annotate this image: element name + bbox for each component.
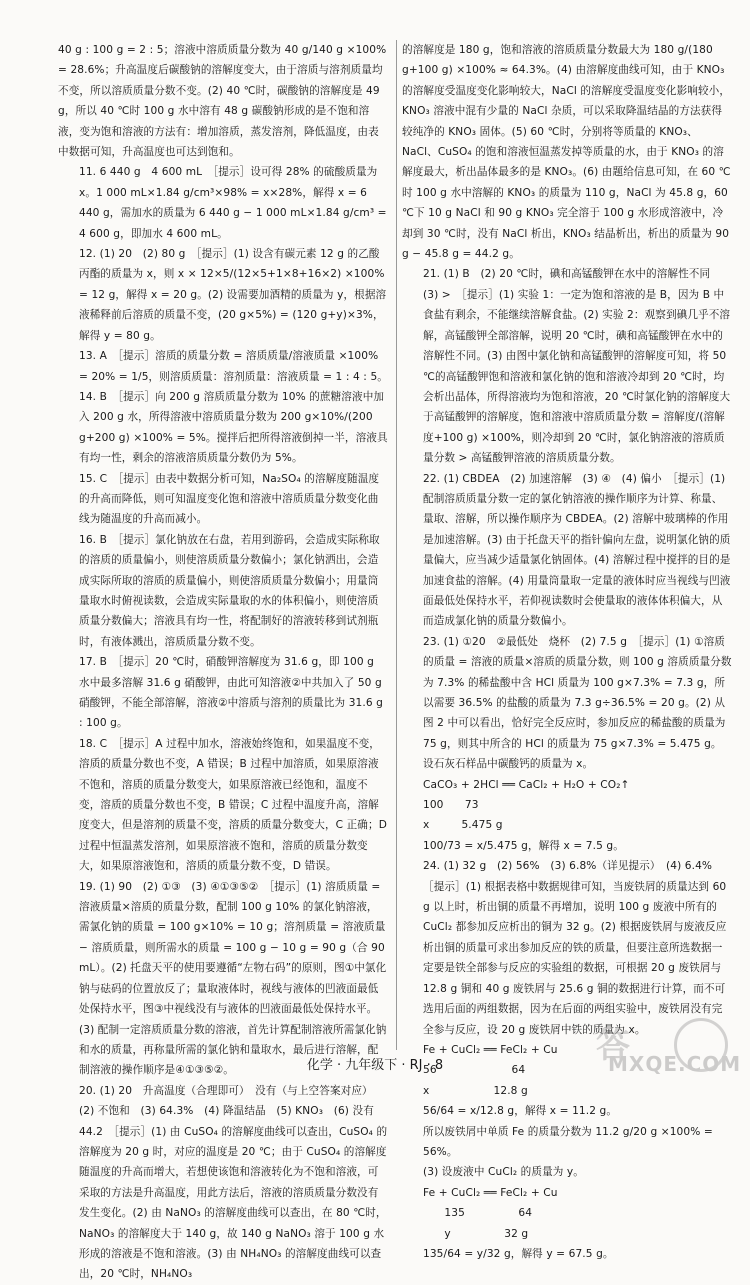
answer-11: 11. 6 440 g 4 600 mL ［提示］设可得 28% 的硫酸质量为 x。1 000 mL×1.84 g/cm³×98% = x×28%，解得 x = 6 440 g，需加水的质量为 6 440 g − 1 000 mL×1.84 g/cm³ = 4 600 g，即加水 4 600 mL。 [79,166,387,240]
answer-17: 17. B ［提示］20 ℃时，硝酸钾溶解度为 31.6 g，即 100 g 水中最多溶解 31.6 g 硝酸钾，由此可知溶液②中共加入了 50 g 硝酸钾，不能全部溶解，溶液②中溶质与溶剂的质量比为 31.6 g : 100 g。 [79,656,383,730]
answer-19: 19. (1) 90 (2) ①③ (3) ④①③⑤② ［提示］(1) 溶质质量 = 溶液质量×溶质的质量分数，配制 100 g 10% 的氯化钠溶液，需氯化钠的质量 = 100 g×10% = 10 g；溶剂质量 = 溶液质量 − 溶质质量，则所需水的质量 = 100 g − 10 g = 90 g（合 90 mL）。(2) 托盘天平的使用要遵循“左物右码”的原则，图①中氯化钠与砝码的位置放反了；量取液体时，视线与液体的凹液面最低处保持水平，图③中视线没有与液体的凹液面最低处保持水平。(3) 配制一定溶质质量分数的溶液，首先计算配制溶液所需氯化钠和水的质量，再称量所需的氯化钠和量取水，最后进行溶解，配制溶液的操作顺序是④①③⑤②。 [79,880,387,1077]
answer-20: 20. (1) 20 升高温度（合理即可） 没有（与上空答案对应） (2) 不饱和 (3) 64.3% (4) 降温结晶 (5) KNO₃ (6) 没有 44.2 ［提示］(1) 由 CuSO₄ 的溶解度曲线可以查出，CuSO₄ 的溶解度为 20 g 时，对应的温度是 20 ℃；由于 CuSO₄ 的溶解度随温度的升高而增大，若想使该饱和溶液转化为不饱和溶液，可采取的方法是升高温度，用此方法后，溶液的溶质质量分数没有发生变化。(2) 由 NaNO₃ 的溶解度曲线可以查出，在 80 ℃时，NaNO₃ 的溶解度大于 140 g，故 140 g NaNO₃ 溶于 100 g 水形成的溶液是不饱和溶液。(3) 由 NH₄NO₃ 的溶解度曲线可以查出，20 ℃时，NH₄NO₃ [79,1084,388,1281]
equation-fe-values: x 12.8 g [423,1084,528,1097]
watermark-glyph: 答 [596,1026,630,1066]
answer-14: 14. B ［提示］向 200 g 溶质质量分数为 10% 的蔗糖溶液中加入 200 g 水，所得溶液中溶质质量分数为 200 g×10%/(200 g+200 g) ×100% = 5%。搅拌后把所得溶液倒掉一半，溶液具有均一性，剩余的溶液溶质质量分数仍为 5%。 [79,390,388,465]
column-divider [396,40,397,1050]
answer-12: 12. (1) 20 (2) 80 g ［提示］(1) 设含有碳元素 12 g 的乙酸丙酯的质量为 x，则 x × 12×5/(12×5+1×8+16×2) ×100% = 12 g，解得 x = 20 g。(2) 设需要加酒精的质量为 y，根据溶液稀释前后溶质的质量不变，(20 g×5%) = (120 g+y)×3%，解得 y = 80 g。 [79,248,387,342]
equation-caco3: CaCO₃ + 2HCl ══ CaCl₂ + H₂O + CO₂↑ [423,778,630,791]
equation-fe-cucl2: Fe + CuCl₂ ══ FeCl₂ + Cu [423,1043,558,1056]
equation-cucl2-ratio: 135 64 [423,1207,533,1220]
equation-caco3-values: x 5.475 g [423,819,503,832]
answer-22: 22. (1) CBDEA (2) 加速溶解 (3) ④ (4) 偏小 ［提示］(1) 配制溶质质量分数一定的氯化钠溶液的操作顺序为计算、称量、量取、溶解，所以操作顺序为 CBDEA。(2) 溶解中玻璃棒的作用是加速溶解。(3) 由于托盘天平的指针偏向左盘，说明氯化钠的质量偏大，应当减少适量氯化钠固体。(4) 溶解过程中搅拌的目的是加速食盐的溶解。(4) 用量筒量取一定量的液体时应当视线与凹液面最低处保持水平，若仰视读数时会使量取的液体体积偏大，从而造成氯化钠的质量分数偏小。 [423,472,731,628]
left-column [58,40,388,1285]
watermark-text: MXQE.COM [608,1052,742,1076]
equation-caco3-ratio: 100 73 [423,799,479,812]
answer-10-continued: 40 g : 100 g = 2 : 5；溶液中溶质质量分数为 40 g/140 g ×100% = 28.6%；升高温度后碳酸钠的溶解度变大，由于溶质与溶剂质量均不变，所以溶质质量分数不变。(2) 40 ℃时，碳酸钠的溶解度是 49 g，所以 40 ℃时 100 g 水中溶有 48 g 碳酸钠形成的是不饱和溶液，变为饱和溶液的方法有：增加溶质，蒸发溶剂，降低温度，由表中数据可知，升高温度也可达到饱和。 [58,44,387,159]
equation-caco3-solve: 100/73 = x/5.475 g，解得 x = 7.5 g。 [423,839,624,852]
answer-23-setup: 设石灰石样品中碳酸钙的质量为 x。 [423,758,594,771]
answer-15: 15. C ［提示］由表中数据分析可知，Na₂SO₄ 的溶解度随温度的升高而降低，则可知温度变化饱和溶液中溶质质量分数变化曲线为随温度的升高而减小。 [79,472,380,526]
fe-fraction-result: 所以废铁屑中单质 Fe 的质量分数为 11.2 g/20 g ×100% = 56%。 [423,1125,713,1158]
page-footer: 化学 · 九年级下 · RJ · 8 [306,1058,444,1073]
answer-21: 21. (1) B (2) 20 ℃时，碘和高锰酸钾在水中的溶解性不同 (3) > ［提示］(1) 实验 1：一定为饱和溶液的是 B，因为 B 中食盐有剩余，不能继续溶解食盐。(2) 实验 2：观察到碘几乎不溶解，高锰酸钾全部溶解，说明 20 ℃时，碘和高锰酸钾在水中的溶解性不同。(3) 由图中氯化钠和高锰酸钾的溶解度可知，将 50 ℃的高锰酸钾饱和溶液和氯化钠的饱和溶液冷却到 20 ℃时，均会析出晶体，所得溶液均为饱和溶液，20 ℃时氯化钠的溶解度大于高锰酸钾的溶解度，饱和溶液中溶质质量分数 = 溶解度/(溶解度+100 g) ×100%，则冷却到 20 ℃时，氯化钠溶液的溶质质量分数 > 高锰酸钾溶液的溶质质量分数。 [423,268,731,465]
answer-23: 23. (1) ①20 ②最低处 烧杯 (2) 7.5 g ［提示］(1) ①溶质的质量 = 溶液的质量×溶质的质量分数，则 100 g 溶质质量分数为 7.3% 的稀盐酸中含 HCl 质量为 100 g×7.3% = 7.3 g，所以需要 36.5% 的盐酸的质量为 7.3 g÷36.5% = 20 g。(2) 从图 2 中可以看出，恰好完全反应时，参加反应的稀盐酸的质量为 75 g，则其中所含的 HCl 的质量为 75 g×7.3% = 5.475 g。 [423,635,732,750]
answer-13: 13. A ［提示］溶质的质量分数 = 溶质质量/溶液质量 ×100% = 20% = 1/5，则溶质质量：溶剂质量：溶液质量 = 1 : 4 : 5。 [79,350,388,383]
answer-24: 24. (1) 32 g (2) 56% (3) 6.8%（详见提示） (4) 6.4% ［提示］(1) 根据表格中数据规律可知，当废铁屑的质量达到 60 g 以上时，析出铜的质量不再增加，说明 100 g 废液中所有的 CuCl₂ 都参加反应析出的铜为 32 g。(2) 根据废铁屑与废液反应析出铜的质量可求出参加反应的铁的质量，但要注意所选数据一定要是铁全部参与反应的实验组的数据，可根据 20 g 废铁屑与 12.8 g 铜和 40 g 废铁屑与 25.6 g 铜的数据进行计算，而不可选用后面的两组数据，因为在后面的两组实验中，废铁屑没有完全参与反应，设 20 g 废铁屑中铁的质量为 x。 [423,860,727,1036]
answer-18: 18. C ［提示］A 过程中加水，溶液始终饱和，如果温度不变，溶质的质量分数也不变，A 错误；B 过程中加溶质，如果原溶液不饱和，溶质的质量分数变大，如果原溶液已经饱和，温度不变，溶质的质量分数也不变，B 错误；C 过程中温度升高，溶解度变大，但是溶剂的质量不变，溶质的质量分数变大，C 正确；D 过程中恒温蒸发溶剂，如果原溶液不饱和，溶质的质量分数变大，如果原溶液饱和，溶质的质量分数不变，D 错误。 [79,737,387,873]
equation-cucl2-solve: 135/64 = y/32 g，解得 y = 67.5 g。 [423,1247,614,1260]
equation-fe-ratio: 56 64 [423,1064,526,1077]
answer-20-continued: 的溶解度是 180 g，饱和溶液的溶质质量分数最大为 180 g/(180 g+100 g) ×100% ≈ 64.3%。(4) 由溶解度曲线可知，由于 KNO₃ 的溶解度受温度变化影响较大，NaCl 的溶解度受温度变化影响较小，KNO₃ 溶液中混有少量的 NaCl 杂质，可以采取降温结晶的方法获得较纯净的 KNO₃ 固体。(5) 60 ℃时，分别将等质量的 KNO₃、NaCl、CuSO₄ 的饱和溶液恒温蒸发掉等质量的水，由于 KNO₃ 的溶解度最大，析出晶体最多的是 KNO₃。(6) 由题给信息可知，在 60 ℃时 100 g 水中溶解的 KNO₃ 的质量为 110 g，NaCl 为 45.8 g，60 ℃下 10 g NaCl 和 90 g KNO₃ 完全溶于 100 g 水形成溶液中，冷却到 30 ℃时，没有 NaCl 析出，KNO₃ 结晶析出，析出的质量为 90 g − 45.8 g = 44.2 g。 [402,44,731,261]
equation-fe-solve: 56/64 = x/12.8 g，解得 x = 11.2 g。 [423,1105,618,1118]
watermark-logo [586,1018,742,1084]
equation-fe-cucl2-2: Fe + CuCl₂ ══ FeCl₂ + Cu [423,1186,558,1199]
answer-16: 16. B ［提示］氯化钠放在右盘，若用到游码，会造成实际称取的溶质的质量偏小，则使溶质质量分数偏小；氯化钠洒出，会造成实际所取的溶质的质量偏小，则使溶质质量分数偏小；用量筒量取水时俯视读数，会造成实际量取的水的体积偏小，则使溶质质量分数偏大；溶液具有均一性，将配制好的溶液转移到试剂瓶时，有液体溅出，溶质质量分数不变。 [79,533,380,648]
answer-24-part3: (3) 设废液中 CuCl₂ 的质量为 y。 [423,1166,584,1179]
equation-cucl2-values: y 32 g [423,1227,529,1240]
